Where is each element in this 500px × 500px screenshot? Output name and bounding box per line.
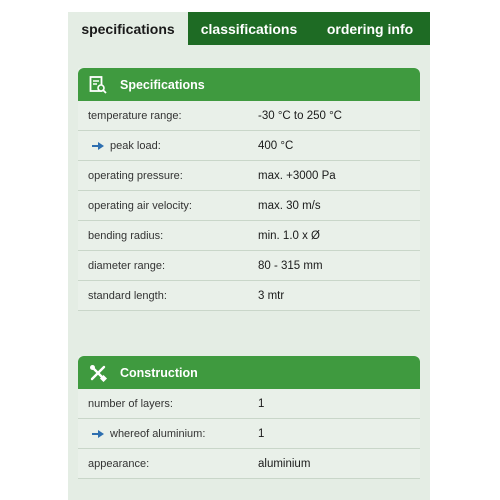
- spec-label: diameter range:: [88, 259, 166, 272]
- spec-row: [78, 101, 420, 131]
- spec-value: max. 30 m/s: [258, 199, 321, 212]
- construction-row: [78, 419, 420, 449]
- specifications-title: Specifications: [120, 77, 205, 92]
- spec-value: max. +3000 Pa: [258, 169, 336, 182]
- tools-icon: [88, 363, 108, 383]
- arrow-right-icon: [92, 430, 104, 438]
- spec-value: 400 °C: [258, 139, 294, 152]
- construction-header: [78, 356, 420, 389]
- construction-value: 1: [258, 397, 265, 410]
- spec-row: [78, 161, 420, 191]
- construction-label: appearance:: [88, 457, 150, 470]
- construction-panel: [78, 356, 420, 479]
- tab-bar: [68, 12, 430, 45]
- spec-row: [78, 131, 420, 161]
- product-details: [68, 12, 430, 500]
- spec-row: [78, 281, 420, 311]
- arrow-right-icon: [92, 142, 104, 150]
- spec-row: [78, 191, 420, 221]
- spec-label: bending radius:: [88, 229, 164, 242]
- spec-value: -30 °C to 250 °C: [258, 109, 342, 122]
- specifications-panel: [78, 68, 420, 311]
- spec-row: [78, 221, 420, 251]
- tab-ordering-info[interactable]: ordering info: [326, 20, 414, 37]
- construction-row: [78, 449, 420, 479]
- construction-row: [78, 389, 420, 419]
- spec-row: [78, 251, 420, 281]
- spec-label: peak load:: [110, 139, 161, 152]
- spec-label: standard length:: [88, 289, 167, 302]
- spec-value: 3 mtr: [258, 289, 285, 302]
- spec-label: operating air velocity:: [88, 199, 192, 212]
- specifications-header: [78, 68, 420, 101]
- spec-label: operating pressure:: [88, 169, 183, 182]
- tab-classifications[interactable]: classifications: [200, 20, 298, 37]
- spec-label: temperature range:: [88, 109, 182, 122]
- construction-value: aluminium: [258, 457, 311, 470]
- construction-label: number of layers:: [88, 397, 173, 410]
- construction-label: whereof aluminium:: [110, 427, 206, 440]
- construction-value: 1: [258, 427, 265, 440]
- spec-document-icon: [88, 75, 108, 95]
- construction-title: Construction: [120, 365, 198, 380]
- spec-value: min. 1.0 x Ø: [258, 229, 320, 242]
- spec-value: 80 - 315 mm: [258, 259, 323, 272]
- tab-specifications[interactable]: specifications: [68, 12, 188, 45]
